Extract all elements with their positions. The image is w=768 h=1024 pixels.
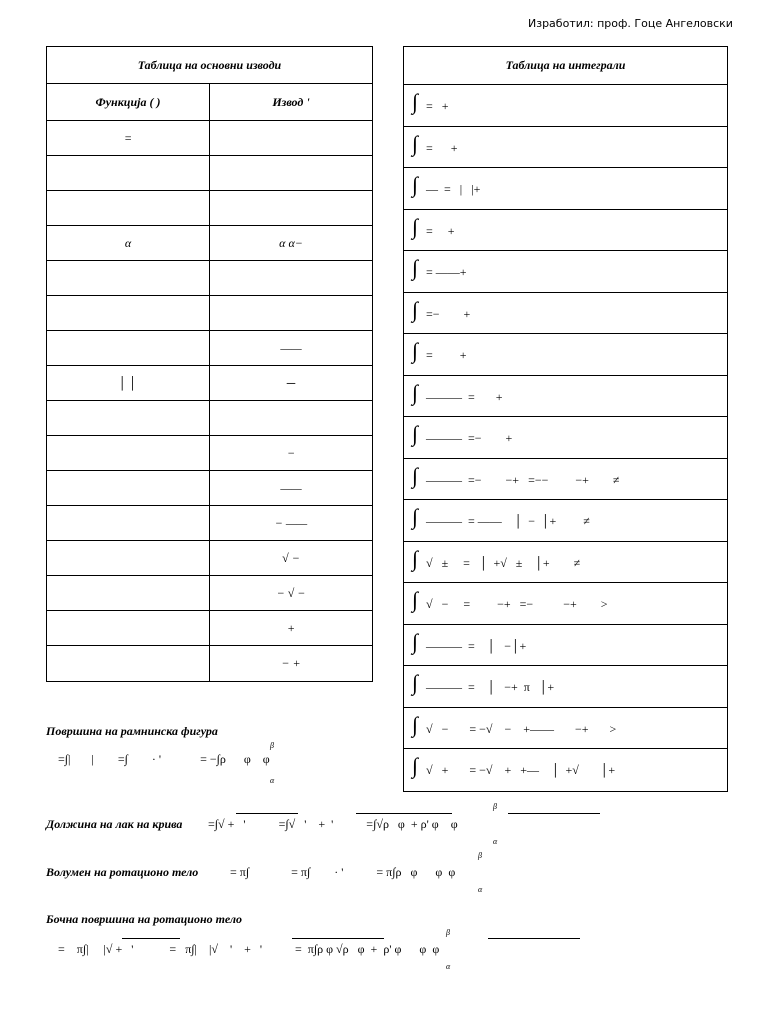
table-row <box>47 541 372 576</box>
function-cell <box>47 471 209 505</box>
integral-sign: ∫ <box>412 545 419 571</box>
function-cell <box>47 261 209 295</box>
author-credit: Изработил: проф. Гоце Ангеловски <box>528 17 733 30</box>
table-row <box>47 191 372 226</box>
table-row <box>47 156 372 191</box>
integrals-table-title: Таблица на интеграли <box>404 47 727 85</box>
integral-sign: ∫ <box>412 130 419 156</box>
arc-lower-limit: α <box>493 837 498 846</box>
arc-length-formula: =∫√ + ' =∫√ ' + ' =∫√ρ φ + ρ' φ φ <box>208 817 458 831</box>
area-upper-limit: β <box>270 741 274 750</box>
table-row <box>47 331 372 366</box>
function-cell <box>47 156 209 190</box>
table-row <box>47 261 372 296</box>
integral-sign: ∫ <box>412 213 419 239</box>
integral-row <box>404 708 727 750</box>
integral-row <box>404 127 727 169</box>
derivatives-table <box>46 46 373 682</box>
integral-sign: ∫ <box>412 379 419 405</box>
integral-sign: ∫ <box>412 462 419 488</box>
integral-row <box>404 583 727 625</box>
derivative-cell <box>209 156 372 190</box>
function-cell <box>47 436 209 470</box>
surface-label: Бочна површина на ротационо тело <box>46 912 243 926</box>
area-formula: =∫| | =∫ · ' = −∫ρ φ φ <box>58 752 270 766</box>
integral-sign: ∫ <box>412 296 419 322</box>
derivative-cell <box>209 121 372 155</box>
function-cell <box>47 576 209 610</box>
function-cell <box>47 296 209 330</box>
table-row <box>47 471 372 506</box>
integral-row <box>404 625 727 667</box>
integral-sign: ∫ <box>412 338 419 363</box>
integral-formula: √ − = −+ =− −+ > <box>426 597 608 611</box>
derivative-cell: ─ <box>209 366 372 400</box>
integral-formula: ——— =− −+ =−− −+ ≠ <box>426 472 620 487</box>
volume-formula: = π∫ = π∫ · ' = π∫ρ φ φ φ <box>230 865 456 879</box>
derivative-cell: − <box>209 436 372 470</box>
surface-upper-limit: β <box>446 928 450 937</box>
function-cell <box>47 506 209 540</box>
derivative-cell: —— <box>209 471 372 505</box>
volume-label: Волумен на ротационо тело <box>46 865 199 879</box>
derivative-cell: √ − <box>209 541 372 575</box>
table-row <box>47 401 372 436</box>
table-row <box>47 436 372 471</box>
function-cell <box>47 191 209 225</box>
integral-formula: = + <box>426 223 455 238</box>
integral-formula: — = | |+ <box>426 182 481 196</box>
integral-formula: ——— = │ −+ π │+ <box>426 680 555 694</box>
derivative-cell: + <box>209 611 372 645</box>
integral-sign: ∫ <box>412 421 419 446</box>
function-cell: │ │ <box>119 375 137 390</box>
integral-sign: ∫ <box>412 504 419 529</box>
table-row <box>47 506 372 541</box>
integral-row <box>404 666 727 708</box>
function-cell <box>47 331 209 365</box>
integral-formula: = ——+ <box>426 265 467 279</box>
integral-sign: ∫ <box>412 628 419 654</box>
volume-upper-limit: β <box>478 851 482 860</box>
function-cell <box>47 646 209 681</box>
function-cell: = <box>123 130 133 145</box>
derivative-cell <box>209 401 372 435</box>
integral-formula: ——— = —— │ − │+ ≠ <box>426 514 590 528</box>
integral-row <box>404 168 727 210</box>
column-header-function: Функција ( ) <box>95 94 161 109</box>
sqrt-bar <box>236 813 298 814</box>
sqrt-bar <box>356 813 452 814</box>
function-cell <box>47 541 209 575</box>
sqrt-bar <box>122 938 180 939</box>
integral-row <box>404 500 727 542</box>
integral-row <box>404 85 727 127</box>
sqrt-bar <box>292 938 384 939</box>
integral-formula: = + <box>426 99 449 113</box>
integral-formula: =− + <box>426 306 471 321</box>
table-row <box>47 296 372 331</box>
derivative-cell <box>209 191 372 225</box>
integral-row <box>404 293 727 335</box>
table-row <box>47 226 372 261</box>
table-row <box>47 366 372 401</box>
integral-row <box>404 210 727 252</box>
integral-sign: ∫ <box>412 711 419 737</box>
integral-sign: ∫ <box>412 255 419 280</box>
integral-row <box>404 417 727 459</box>
table-row <box>47 646 372 681</box>
arc-upper-limit: β <box>493 802 497 811</box>
derivative-cell <box>209 261 372 295</box>
integral-formula: ——— = │ −│+ <box>426 638 527 653</box>
integral-row <box>404 459 727 501</box>
integral-formula: √ − = −√ − +—— −+ > <box>426 721 617 736</box>
integral-sign: ∫ <box>412 753 419 778</box>
table-row <box>47 576 372 611</box>
function-cell <box>47 401 209 435</box>
table-row <box>47 611 372 646</box>
derivative-cell: α α− <box>209 226 372 260</box>
derivative-cell <box>209 296 372 330</box>
integral-sign: ∫ <box>412 172 419 197</box>
area-label: Површина на рамнинска фигура <box>46 724 218 738</box>
sqrt-bar <box>488 938 580 939</box>
integral-row <box>404 376 727 418</box>
column-header-derivative: Извод ' <box>209 84 372 120</box>
surface-formula: = π∫| |√ + ' = π∫| |√ ' + ' = π∫ρ φ √ρ φ + ρ' φ φ φ <box>58 942 440 956</box>
arc-length-label: Должина на лак на крива <box>46 817 183 831</box>
integral-formula: √ + = −√ + +— │ +√ │+ <box>426 763 616 777</box>
integral-row <box>404 542 727 584</box>
derivatives-table-header <box>47 84 372 121</box>
integral-formula: = + <box>426 348 467 362</box>
integral-formula: ——— =− + <box>426 431 513 445</box>
derivative-cell: —— <box>209 331 372 365</box>
integral-formula: √ ± = │ +√ ± │+ ≠ <box>426 555 581 570</box>
integrals-table <box>403 46 728 792</box>
volume-lower-limit: α <box>478 885 483 894</box>
function-cell: α <box>124 235 132 250</box>
surface-lower-limit: α <box>446 962 451 971</box>
integral-sign: ∫ <box>412 89 419 114</box>
integral-sign: ∫ <box>412 587 419 612</box>
table-row <box>47 121 372 156</box>
area-lower-limit: α <box>270 776 275 785</box>
integral-sign: ∫ <box>412 670 419 695</box>
derivative-cell: − √ − <box>209 576 372 610</box>
integral-row <box>404 251 727 293</box>
integral-formula: = + <box>426 140 458 155</box>
sqrt-bar <box>508 813 600 814</box>
derivative-cell: − + <box>209 646 372 681</box>
integral-row <box>404 749 727 791</box>
derivatives-table-title: Таблица на основни изводи <box>47 47 372 84</box>
integral-formula: ——— = + <box>426 389 503 404</box>
derivative-cell: − —— <box>209 506 372 540</box>
integral-row <box>404 334 727 376</box>
function-cell <box>47 611 209 645</box>
